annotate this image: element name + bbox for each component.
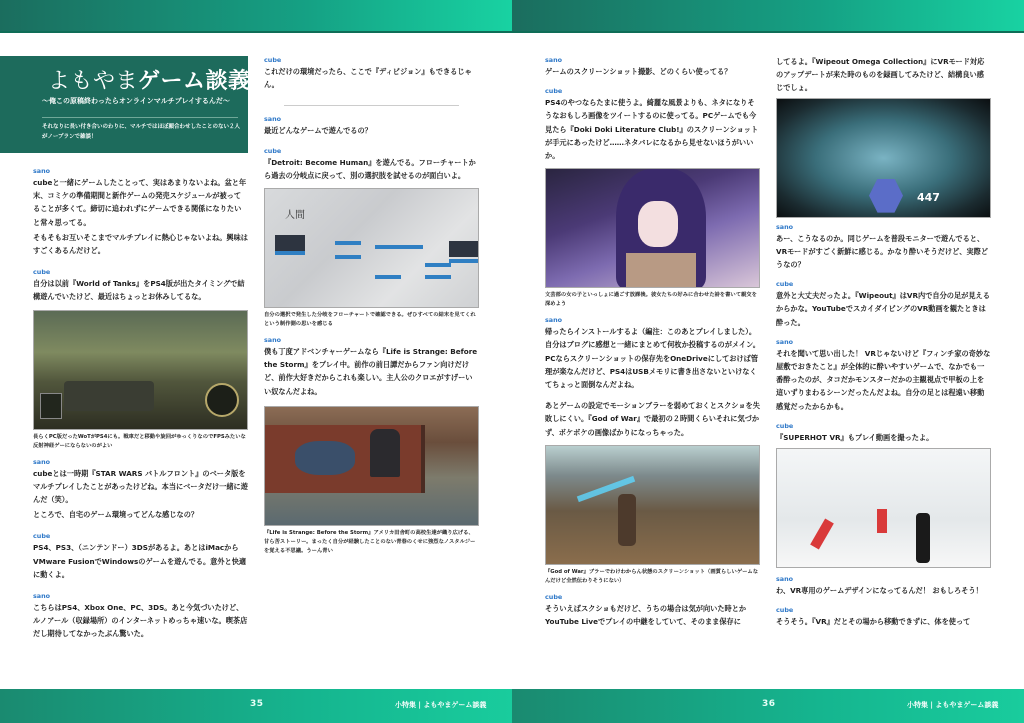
speaker-label: cube — [33, 268, 51, 277]
image-caption: 長らくPC版だったWoTがPS4にも。戦車だと移動や旋回がゆっくりなのでFPSみたいな反射神経ゲーにならないのがよい — [33, 433, 246, 449]
page-number: 36 — [762, 699, 776, 709]
enemy-figure — [877, 509, 887, 533]
article-title-box — [0, 56, 251, 153]
speaker-label: sano — [776, 222, 794, 231]
hud-speed: 447 — [917, 190, 940, 204]
section-label: 小特集 | よもやまゲーム談義 — [395, 701, 487, 709]
speaker-label: cube — [776, 606, 794, 615]
speaker-label: cube — [264, 56, 282, 64]
dialogue-text: PS4のやつならたまに使うよ。綺麗な風景よりも、ネタになりそうなおもしろ画像をツイートするのに使ってる。PCゲームでも今見たら『Doki Doki Literature Club!』のスクリーンショットが手元にあったけど……ネタバレになるから見せないほうがいいか。 — [545, 98, 759, 161]
speaker-label: sano — [776, 575, 794, 584]
dialogue-text: こちらはPS4、Xbox One、PC、3DS。あと今気づいたけど、ルノアール（収録場所）のインターネットめっちゃ速いな。喫茶店だし期待してなかったぶん驚いた。 — [33, 603, 248, 639]
image-caption: 『Life is Strange: Before the Storm』アメリカ田舎町の高校生達が織り広げる、甘ら苦ストーリー。まったく自分が経験したことのない青春のくせに強烈なノスタルジーを覚える不思議。うーん青い — [264, 529, 476, 554]
speaker-label: sano — [776, 337, 794, 346]
page-36 — [512, 0, 1024, 723]
character-uniform — [626, 253, 696, 288]
flowchart-label: 人間 — [285, 210, 305, 222]
dialogue-text: 僕も丁度アドベンチャーゲームなら『Life is Strange: Before the Storm』をプレイ中。前作の前日譚だからファン向けだけど、前作大好きだからこれも楽しい。主人公のクロエがすげーいい奴なんだよね。 — [264, 347, 478, 396]
tank-shape — [64, 381, 154, 411]
detroit-flowchart-screenshot — [264, 188, 479, 308]
dialogue-text: 帰ったらインストールするよ（編注：このあとプレイしました）。自分はブログに感想と一緒にまとめて何枚か投稿するのがメイン。PCならスクリーンショットの保存先をOneDriveにしておけば管理が楽なんだけど、PS4はUSBメモリに書き出さないといけなくてちょっと面倒なんだよね。 — [545, 327, 760, 390]
top-banner — [512, 0, 1024, 33]
dialogue-text: ゲームのスクリーンショット撮影、どのくらい使ってる？ — [545, 67, 732, 76]
flow-node — [335, 241, 361, 245]
image-caption: 自分の選択で発生した分岐をフローチャートで確認できる。ぜひすべての結末を見てくれという制作側の思いを感じる — [264, 312, 476, 328]
dialogue-text: あー、こうなるのか。同じゲームを普段モニターで遊んでると、VRモードがすごく新鮮に感じる。かなり酔いそうだけど、実際どうなの？ — [776, 233, 989, 270]
player-hand — [916, 513, 930, 563]
dialogue-text: そうそう。『VR』だとその場から移動できずに、体を使って — [776, 617, 971, 627]
speaker-label: sano — [33, 167, 51, 175]
speaker-label: sano — [264, 336, 282, 345]
column-3 — [545, 55, 760, 630]
wipeout-vr-screenshot — [776, 98, 991, 218]
speaker-label: sano — [33, 592, 51, 601]
flow-node — [335, 255, 361, 259]
footer-bar — [512, 689, 1024, 723]
flow-node — [275, 251, 305, 255]
speaker-label: cube — [776, 280, 794, 289]
minimap-icon — [205, 383, 239, 417]
flow-node — [449, 259, 479, 263]
dialogue-text: あとゲームの設定でモーションブラーを弱めておくとスクショを失敗しにくい。『God of War』で最初の２時間くらいそれに気づかず、ボケボケの画像ばかりになっちゃった。 — [545, 401, 760, 437]
flow-node — [425, 275, 451, 279]
speaker-label: cube — [264, 146, 282, 155]
column-1 — [33, 166, 248, 643]
character-face — [638, 201, 678, 247]
title-light: よもやま — [48, 69, 139, 94]
section-label: 小特集 | よもやまゲーム談義 — [907, 701, 999, 709]
speaker-label: cube — [776, 421, 794, 430]
life-is-strange-screenshot — [264, 406, 479, 526]
speaker-label: cube — [545, 592, 563, 601]
subtitle: 〜俺この原稿終わったらオンラインマルチプレイするんだ〜 — [42, 97, 230, 105]
hud-hexagon — [869, 179, 903, 213]
footer-bar — [0, 689, 512, 723]
column-2 — [264, 55, 479, 562]
doki-doki-screenshot — [545, 168, 760, 288]
dialogue-text: PS4、PS3、（ニンテンドー）3DSがあるよ。あとはiMacからVMware FusionでWindowsのゲームを遊んでる。意外と快適に動くよ。 — [33, 543, 247, 579]
speaker-label: sano — [264, 115, 282, 124]
enemy-figure — [810, 519, 834, 550]
lead-text: それなりに長い付き合いのわりに、マルチではほぼ顔合わせしたことのない２人がノープランで雑談！ — [42, 124, 241, 140]
dialogue-text: そもそもお互いそこまでマルチプレイに熱心じゃないよね。興味はすごくあるんだけど。 — [33, 232, 248, 256]
dialogue-text: ところで、自宅のゲーム環境ってどんな感じなの？ — [33, 510, 199, 520]
flow-node — [425, 263, 451, 267]
speaker-label: sano — [545, 56, 563, 64]
flow-node — [397, 245, 423, 249]
dialogue-text: わ、VR専用のゲームデザインになってるんだ！ おもしろそう！ — [776, 586, 983, 596]
dialogue-text: してるよ。『Wipeout Omega Collection』にVRモード対応のアップデートが来た時のものを録画してみたけど、結構良い感じでしょ。 — [776, 57, 985, 93]
page-number: 35 — [250, 699, 264, 709]
dialogue-text: 『SUPERHOT VR』もプレイ動画を撮ったよ。 — [776, 432, 934, 442]
scene-thumbnail — [449, 241, 479, 257]
dialogue-text: cubeと一緒にゲームしたことって、実はあまりないよね。盆と年末、コミケの準備期間と新作ゲームの発売スケジュールが被ってることが多くて。締切に追われずにゲームできる関係になりたいと常々思ってる。 — [33, 178, 247, 227]
top-banner — [0, 0, 512, 33]
graffiti — [295, 441, 355, 475]
world-of-tanks-screenshot — [33, 310, 248, 430]
god-of-war-screenshot — [545, 445, 760, 565]
speaker-label: sano — [545, 316, 563, 325]
character — [618, 494, 636, 546]
hud-panel — [40, 393, 62, 419]
dialogue-text: これだけの環境だったら、ここで『ディビジョン』もできるじゃん。 — [264, 67, 472, 90]
flow-node — [375, 275, 401, 279]
image-caption: 文芸部の女の子といっしょに過ごす放課後。彼女たちの好みに合わせた詩を書いて親交を深めよう — [545, 292, 757, 308]
scene-thumbnail — [275, 235, 305, 251]
speaker-label: cube — [33, 532, 51, 541]
dialogue-text: cubeとは一時期『STAR WARS バトルフロント』のベータ版をマルチプレイしたことがあったけどね。本当にベータだけ一緒に遊んだ（笑）。 — [33, 468, 248, 505]
page-title — [48, 64, 251, 95]
dialogue-text: 最近どんなゲームで遊んでるの？ — [264, 126, 372, 136]
dialogue-text: それを聞いて思い出した！ VRじゃないけど『フィンチ家の奇妙な屋敷でおきたこと』が全体的に酔いやすいゲームで、なかでも一番酔ったのが、タコだかモンスターだかの主観視点で甲板の上を這いずりまわるシーンだったんだよね。自分の足とは程遠い移動感覚だったからかも。 — [776, 348, 991, 411]
dialogue-text: 自分は以前『World of Tanks』をPS4版が出たタイミングで結構遊んでいたけど、最近はちょっとお休みしてるな。 — [33, 279, 245, 302]
dialogue-text: 『Detroit: Become Human』を遊んでる。フローチャートから過去の分岐点に戻って、別の選択肢を試せるのが面白いよ。 — [264, 157, 476, 180]
characters — [370, 429, 400, 477]
speaker-label: cube — [545, 87, 563, 96]
title-divider — [42, 117, 238, 118]
superhot-vr-screenshot — [776, 448, 991, 568]
section-divider — [284, 105, 459, 106]
dialogue-text: 意外と大丈夫だったよ。『Wipeout』はVR内で自分の足が見えるからかな。YouTubeでスカイダイビングのVR動画を観たときは酔った。 — [776, 291, 990, 327]
column-4 — [776, 55, 991, 630]
title-bold: ゲーム談義 — [138, 69, 251, 94]
dialogue-text: そういえばスクショもだけど、うちの場合は気が向いた時とかYouTube Liveでプレイの中継をしていて、そのまま保存に — [545, 603, 747, 627]
image-caption: 『God of War』ブラーでわけわからん状態のスクリーンショット（画質らしいゲームなんだけど全然伝わりそうにない） — [545, 568, 759, 584]
speaker-label: sano — [33, 457, 51, 466]
